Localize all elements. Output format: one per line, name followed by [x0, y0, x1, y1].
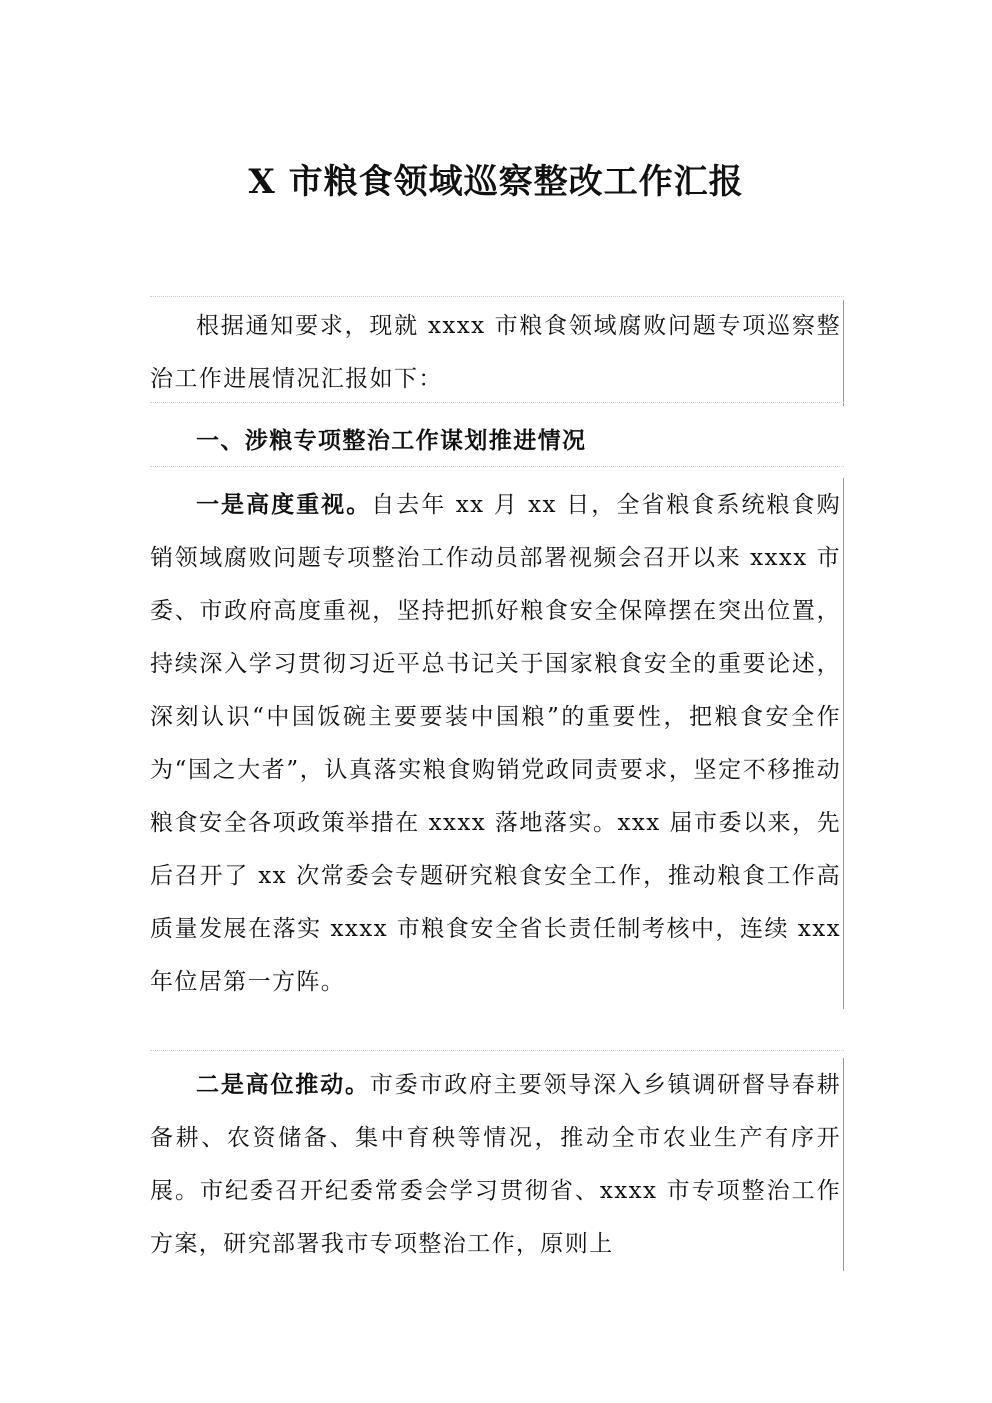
item-two-lead: 二是高位推动。	[196, 1071, 370, 1098]
document-title: X 市粮食领域巡察整改工作汇报	[248, 162, 744, 202]
paragraph-divider	[150, 466, 844, 467]
item-one-paragraph	[150, 478, 844, 1009]
section-heading: 一、涉粮专项整治工作谋划推进情况	[196, 427, 587, 454]
item-two-text: 市委市政府主要领导深入乡镇调研督导春耕备耕、农资储备、集中育秧等情况，推动全市农业生产有序开展。市纪委召开纪委常委会学习贯彻省、xxxx 市专项整治工作方案，研究部署我市专项整治工作，原则上	[150, 1072, 841, 1257]
paragraph-divider	[150, 296, 844, 297]
intro-paragraph: 根据通知要求，现就 xxxx 市粮食领域腐败问题专项巡察整治工作进展情况汇报如下：	[150, 300, 844, 406]
item-one-lead: 一是高度重视。	[196, 491, 372, 518]
paragraph-divider	[150, 402, 844, 403]
item-two-paragraph	[150, 1058, 844, 1271]
item-one-text: 自去年 xx 月 xx 日，全省粮食系统粮食购销领域腐败问题专项整治工作动员部署视频会召开以来 xxxx 市委、市政府高度重视，坚持把抓好粮食安全保障摆在突出位置，持续深入学习贯彻习近平总书记关于国家粮食安全的重要论述，深刻认识“中国饭碗主要要装中国粮”的重要性，把粮食安全作为“国之大者”，认真落实粮食购销党政同责要求，坚定不移推动粮食安全各项政策举措在 xxxx 落地落实。xxx 届市委以来，先后召开了 xx 次常委会专题研究粮食安全工作，推动粮食工作高质量发展在落实 xxxx 市粮食安全省长责任制考核中，连续 xxx 年位居第一方阵。	[150, 492, 841, 995]
paragraph-divider	[150, 1050, 844, 1051]
